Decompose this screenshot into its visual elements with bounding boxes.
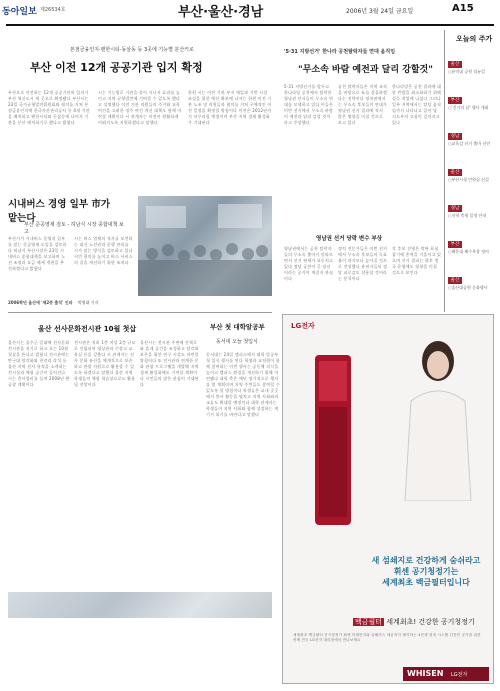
story1-body-col1: 부산으로 이전하는 12개 공공기관의 입지가 부산 혁신도시 세 곳으로 확정됐다 부산시는 23일 국가균형발전위원회와 협의를 거쳐 본점금융인지에 한국자산관리공사 등 4개 기관을 배치하고 팬한시티와 동삼동에 나머지 기관을 분산 배치하기로 했다고 밝혔다	[8, 90, 90, 125]
sidebar-badge: 경남	[448, 205, 462, 212]
story4-headline: "무소속 바람 예전과 달리 강할것"	[298, 65, 433, 75]
divider	[8, 312, 272, 313]
story4-body-col6: 각 후보 진영은 막판 표심 잡기에 총력을 기울이고 있으며 선거 결과는 향후 정국 운영에도 영향을 미칠 것으로 보인다	[392, 246, 442, 275]
story1-headline: 부산 이전 12개 공공기관 입지 확정	[30, 61, 203, 74]
sidebar-entry-text: ○유미네 공원 리뉴얼	[448, 69, 485, 74]
sidebar-badge: 울산	[448, 61, 462, 68]
publication-date: 2006년 3월 24일 금요일	[346, 8, 414, 15]
sidebar-badge: 울산	[448, 277, 462, 284]
story4-body-col4: 영남권에서는 공천 탈락자들의 무소속 출마가 잇따르면서 선거 판세가 요동치고 있다 정당 공천이 곧 당선이라는 공식이 깨질지 관심이다	[284, 246, 334, 281]
photo-caption-title: 2006학년 울산에 '제2중 출석' 인파	[8, 300, 73, 305]
ad-fine-print: 세계최초 백금필터 공기청정기 휘센 미세먼지와 유해가스 세균까지 제거하는 4단계 청정 시스템 건강한 공기를 위한 선택 전국 LG전자 대리점에서 만나보세요	[293, 633, 481, 642]
story2-kicker: 부산 준공영제 검토 - 허남식 시장 종합대책 보고	[24, 222, 124, 235]
sidebar-list	[448, 46, 496, 310]
ad-tagline-row	[353, 617, 475, 627]
issue-number: 제26534호	[40, 7, 66, 13]
ad-brand: LG전자	[291, 322, 315, 330]
sidebar-divider	[444, 30, 445, 312]
sidebar-entry-text: ○지역 축제 일정 안내	[448, 213, 487, 218]
story3-headline: 울산 선사문화전시관 10월 첫삽	[38, 325, 137, 333]
story2-body-col1: 부산시가 시내버스 운영의 일부를 맡는 준공영제 도입을 검토한다 허남식 부산시장은 23일 시내버스 종합대책을 보고하며 노선 조정과 요금 체계 개편을 추진하겠다고 밝혔다	[8, 236, 67, 271]
story4-subhead: 영남권 선거 당락 변수 부상	[316, 236, 383, 242]
story3-body-col1: 울산시는 울주군 일대에 선사문화전시관을 짓기로 하고 오는 10월 첫삽을 뜬다고 밝혔다 전시관에는 반구대 암각화와 천전리 각석 등 울산 지역 선사 유적을 소개하는 전시실과 체험 공간이 들어선다 시는 총사업비를 들여 2008년 완공할 계획이다	[8, 340, 70, 387]
story4-kicker: '5·31 지방선거' 한나라 공천탈락자들 연대 움직임	[284, 49, 396, 55]
whisen-logo: WHISEN	[407, 669, 444, 678]
ad-copy-line2: 휘센 공기청정기는	[393, 567, 459, 576]
bottom-strip-image	[8, 592, 272, 618]
ad-tagline: 세계최초! 건강한 공기청정기	[386, 618, 475, 626]
sidebar-title: 오늘의 주가	[456, 35, 493, 43]
story2-body-col2: 시는 버스 업체의 적자를 보전하는 대신 노선권과 운행 관리를 시가 맡는 방식을 검토하고 있다 시민 편의를 높이고 버스 서비스의 질을 개선하기 위한 조치다	[74, 236, 133, 265]
newspaper-logo: 동아일보	[2, 7, 37, 17]
story1-kicker: 본점금융인지·팬한시티·동삼동 등 3곳에 기능별 분산키로	[70, 47, 194, 53]
sidebar-entry-text: ○교육감 선거 출마 선언	[448, 141, 491, 146]
story2-headline: 시내버스 경영 일부 市가 맡는다	[8, 199, 111, 224]
sidebar-badge: 울산	[448, 169, 462, 176]
story1-body-col2: 시는 기능별로 기관을 묶어 시너지 효과를 높이고 지역 균형발전에 기여할 수 있도록 했다고 설명했다 이전 기관 직원들의 주거와 교육 여건을 고려한 정주 여건 개선 대책도 함께 마련할 계획이다 시 관계자는 이전이 원활하게 이뤄지도록 지원하겠다고 말했다	[98, 90, 182, 125]
story5-body: 동서대는 24일 캠퍼스에서 대학 알공부 첫 입식 행사를 연다 학생과 교직원이 함께 참여하는 이번 행사는 공동체 의식을 높이고 캠퍼스 환경을 개선하기 위해 마련됐다 대학 측은 매년 정기적으로 행사를 열 계획이며 지역 주민들도 참여할 수 있도록 할 방침이다 학생들은 교내 곳곳에서 봉사 활동을 펼치고 지역 사회와의 교류도 확대할 예정이다 대학 관계자는 학생들이 지역 사회와 함께 성장하는 계기가 되기를 바란다고 말했다	[206, 352, 280, 417]
ad-copy-line3: 세계최초 백금필터입니다	[382, 578, 470, 587]
sidebar-badge: 부산	[448, 241, 462, 248]
sidebar-entry-text: ○'걷기의 날' 행사 개최	[448, 105, 489, 110]
photo-caption	[8, 300, 272, 308]
story4-body-col2: 공천 탈락자들은 지역 조직을 바탕으로 표를 결집하겠다는 전략이다 정치권에서는 무소속 후보들의 연대가 영남권 선거 결과에 적지 않은 영향을 미칠 것으로 보고 있다	[338, 84, 388, 125]
story4-body-col1: 5·31 지방선거를 앞두고 한나라당 공천에서 탈락한 영남권 인사들이 무소속 연대를 모색하고 있다 이들은 이번 선거에서 무소속 바람이 예전과 달리 강할 것이라고 주장했다	[284, 84, 334, 125]
story4-body-col3: 한나라당은 공천 결과에 대한 반발을 최소화하기 위해 설득 작업에 나섰다 그러나 일부 지역에서는 탈당 움직임까지 나타나고 있어 당 지도부의 고심이 깊어지고 있다	[392, 84, 442, 125]
ad-copy-line1: 새 섬쇄지로 건강하게 숨쉬라고	[371, 556, 481, 565]
story4-body-col5: 정치 전문가들은 이번 선거에서 무소속 후보들의 득표율이 과거보다 높아질 것으로 전망했다 유권자들의 정당 피로감도 작용할 것이라는 분석이다	[338, 246, 388, 281]
sidebar-entry	[448, 266, 496, 315]
story1-body-col3: 한편 시는 이전 기관 부지 매입과 기반 시설 조성을 위한 예산 확보에 나서는 한편 이전 기관 노조 및 직원들과 협의를 거쳐 구체적인 이전 일정을 확정할 방침이다 이전은 2012년까지 마무리될 예정이며 부산 지역 경제 활성화가 기대된다	[188, 90, 272, 125]
advertisement-lg[interactable]	[282, 314, 494, 684]
sidebar-badge: 경남	[448, 133, 462, 140]
section-title: 부산·울산·경남	[178, 5, 264, 20]
sidebar-badge: 부산	[448, 97, 462, 104]
brand-logo-bar	[403, 667, 489, 681]
ad-copy-block	[363, 555, 489, 588]
lg-logo: LG전자	[451, 672, 468, 678]
news-photo-crowd	[138, 196, 272, 296]
story5-kicker: 동서대 오늘 첫입식	[216, 339, 258, 345]
air-purifier-product-image	[297, 345, 367, 535]
page-number: A15	[452, 3, 474, 14]
ad-product-badge: 백금필터	[355, 618, 383, 626]
sidebar-entry-text: ○해운대 해수욕장 정비	[448, 249, 489, 254]
story3-body-col3: 울산시는 전시관 주변에 산책로와 휴게 공간을 조성하고 암각화 보존을 위한 연구 시설도 마련할 방침이다 또 전시관과 연계한 문화 관광 프로그램을 개발해 지역 경제 활성화에도 기여할 계획이다 시민들의 많은 관심이 기대된다	[140, 340, 199, 387]
photo-caption-credit: 박영대 기자	[77, 300, 99, 305]
story5-headline: 부산 첫 대학알공부	[210, 323, 265, 331]
model-woman-image	[393, 331, 483, 501]
story3-body-col2: 전시관은 지하 1층 지상 2층 규모로 건립되며 영상관과 수장고 교육실 등을 갖춘다 시 관계자는 선사 문화 유산을 체계적으로 보존하고 관광 자원으로 활용할 수 있도록 하겠다고 말했다 울산 지역 학생들의 체험 학습장으로도 활용될 전망이다	[74, 340, 136, 387]
sidebar-entry-text: ○부산시청 민원실 신설	[448, 177, 489, 182]
sidebar-entry-text: ○울산대공원 문화행사	[448, 285, 488, 290]
